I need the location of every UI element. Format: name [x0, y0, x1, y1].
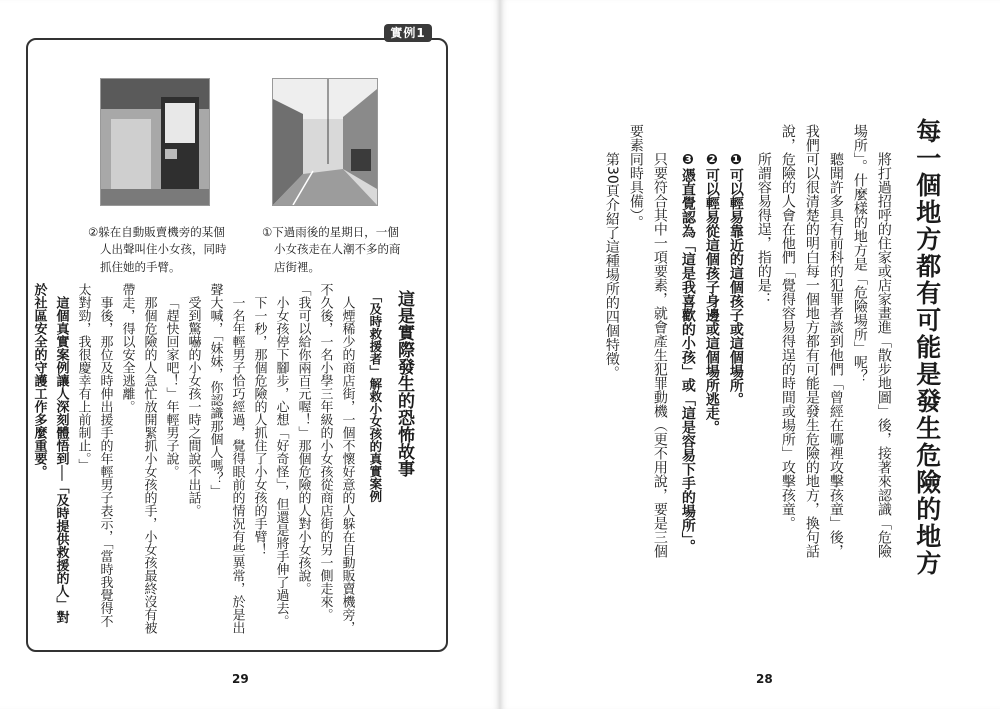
story-subtitle: 「及時救援者」解救小女孩的真實案例 [367, 290, 383, 503]
vending-machine-photo [100, 78, 210, 206]
photo-2-caption [88, 224, 238, 276]
right-page [500, 0, 1000, 709]
caption-line: 人出聲叫住小女孩，同時 [100, 242, 227, 257]
vending-machine-photo-image [101, 79, 209, 205]
caption-line: ②躲在自動販賣機旁的某個 [88, 225, 225, 239]
story-line: 這個真實案例讓人深刻體悟到──「及時提供救援的人」對 [53, 296, 69, 624]
caption-line: 抓住她的手臂。 [100, 259, 181, 274]
caption-line: ①下過雨後的星期日，一個 [262, 225, 399, 239]
body-line: 只要符合其中一項要素，就會產生犯罪動機（更不用說，要是三個 [651, 152, 668, 558]
caption-line: 店街裡。 [274, 259, 320, 274]
street-photo-image [273, 79, 377, 205]
criteria-item-1: ❶可以輕易靠近的這個孩子或這個場所。 [727, 152, 744, 406]
story-line: 人煙稀少的商店街，一個不懷好意的人躲在自動販賣機旁， [339, 296, 355, 634]
story-line: 聲大喊，「妹妹，你認識那個人嗎？」 [207, 283, 223, 498]
body-line: 所謂容易得逞，指的是： [755, 152, 772, 306]
body-line: 說，危險的人會在他們「覺得容易得逞的時間或場所」攻擊孩童。 [779, 124, 796, 530]
story-line: 帶走，得以安全逃離。 [119, 283, 135, 413]
body-line: 聽聞許多具有前科的犯罪者談到他們「曾經在哪裡攻擊孩童」後， [827, 152, 844, 558]
page-title: 每一個地方都有可能是發生危險的地方 [912, 118, 942, 577]
body-line: 將打過招呼的住家或店家畫進「散步地圖」後，接著來認識「危險 [875, 152, 892, 558]
story-line: 受到驚嚇的小女孩一時之間說不出話。 [185, 296, 201, 517]
street-photo [272, 78, 378, 206]
caption-line: 小女孩走在人潮不多的商 [274, 242, 401, 257]
story-line: 「我可以給你兩百元喔！」那個危險的人對小女孩說。 [295, 283, 311, 595]
body-line: 第30頁介紹了這種場所的四個特徵。 [603, 152, 620, 380]
story-line: 於社區安全的守護工作多麼重要。 [31, 283, 47, 478]
body-line: 要素同時具備）。 [627, 124, 644, 229]
photo-1-caption [262, 224, 402, 276]
story-line: 一名年輕男子恰巧經過，覺得眼前的情況有些異常，於是出 [229, 296, 245, 634]
case-tab: 實例1 [384, 24, 432, 42]
body-line: 我們可以很清楚的明白每一個地方都有可能是發生危險的地方，換句話 [803, 124, 820, 558]
story-line: 事後，那位及時伸出援手的年輕男子表示，「當時我覺得不 [97, 296, 113, 628]
criteria-item-3: ❸憑直覺認為「這是我喜歡的小孩」或「這是容易下手的場所」。 [679, 152, 696, 553]
story-line: 「趕快回家吧！」年輕男子說。 [163, 296, 179, 478]
story-line: 不久後，一名小學三年級的小女孩從商店街的另一側走來。 [317, 283, 333, 621]
body-line: 場所」。什麼樣的地方是「危險場所」呢？ [851, 124, 868, 383]
story-line: 太對勁，我很慶幸有上前制止。」 [75, 283, 91, 472]
page-number-left: 29 [232, 672, 249, 686]
story-line: 下一秒，那個危險的人抓住了小女孩的手臂！ [251, 296, 267, 556]
page-number-right: 28 [756, 672, 773, 686]
story-title: 這是實際發生的恐怖故事 [393, 290, 414, 477]
criteria-item-2: ❷可以輕易從這個孩子身邊或這個場所逃走。 [703, 152, 720, 434]
story-line: 小女孩停下腳步，心想「好奇怪」，但還是將手伸了過去。 [273, 296, 289, 628]
story-line: 那個危險的人急忙放開緊抓小女孩的手，小女孩最終沒有被 [141, 296, 157, 634]
